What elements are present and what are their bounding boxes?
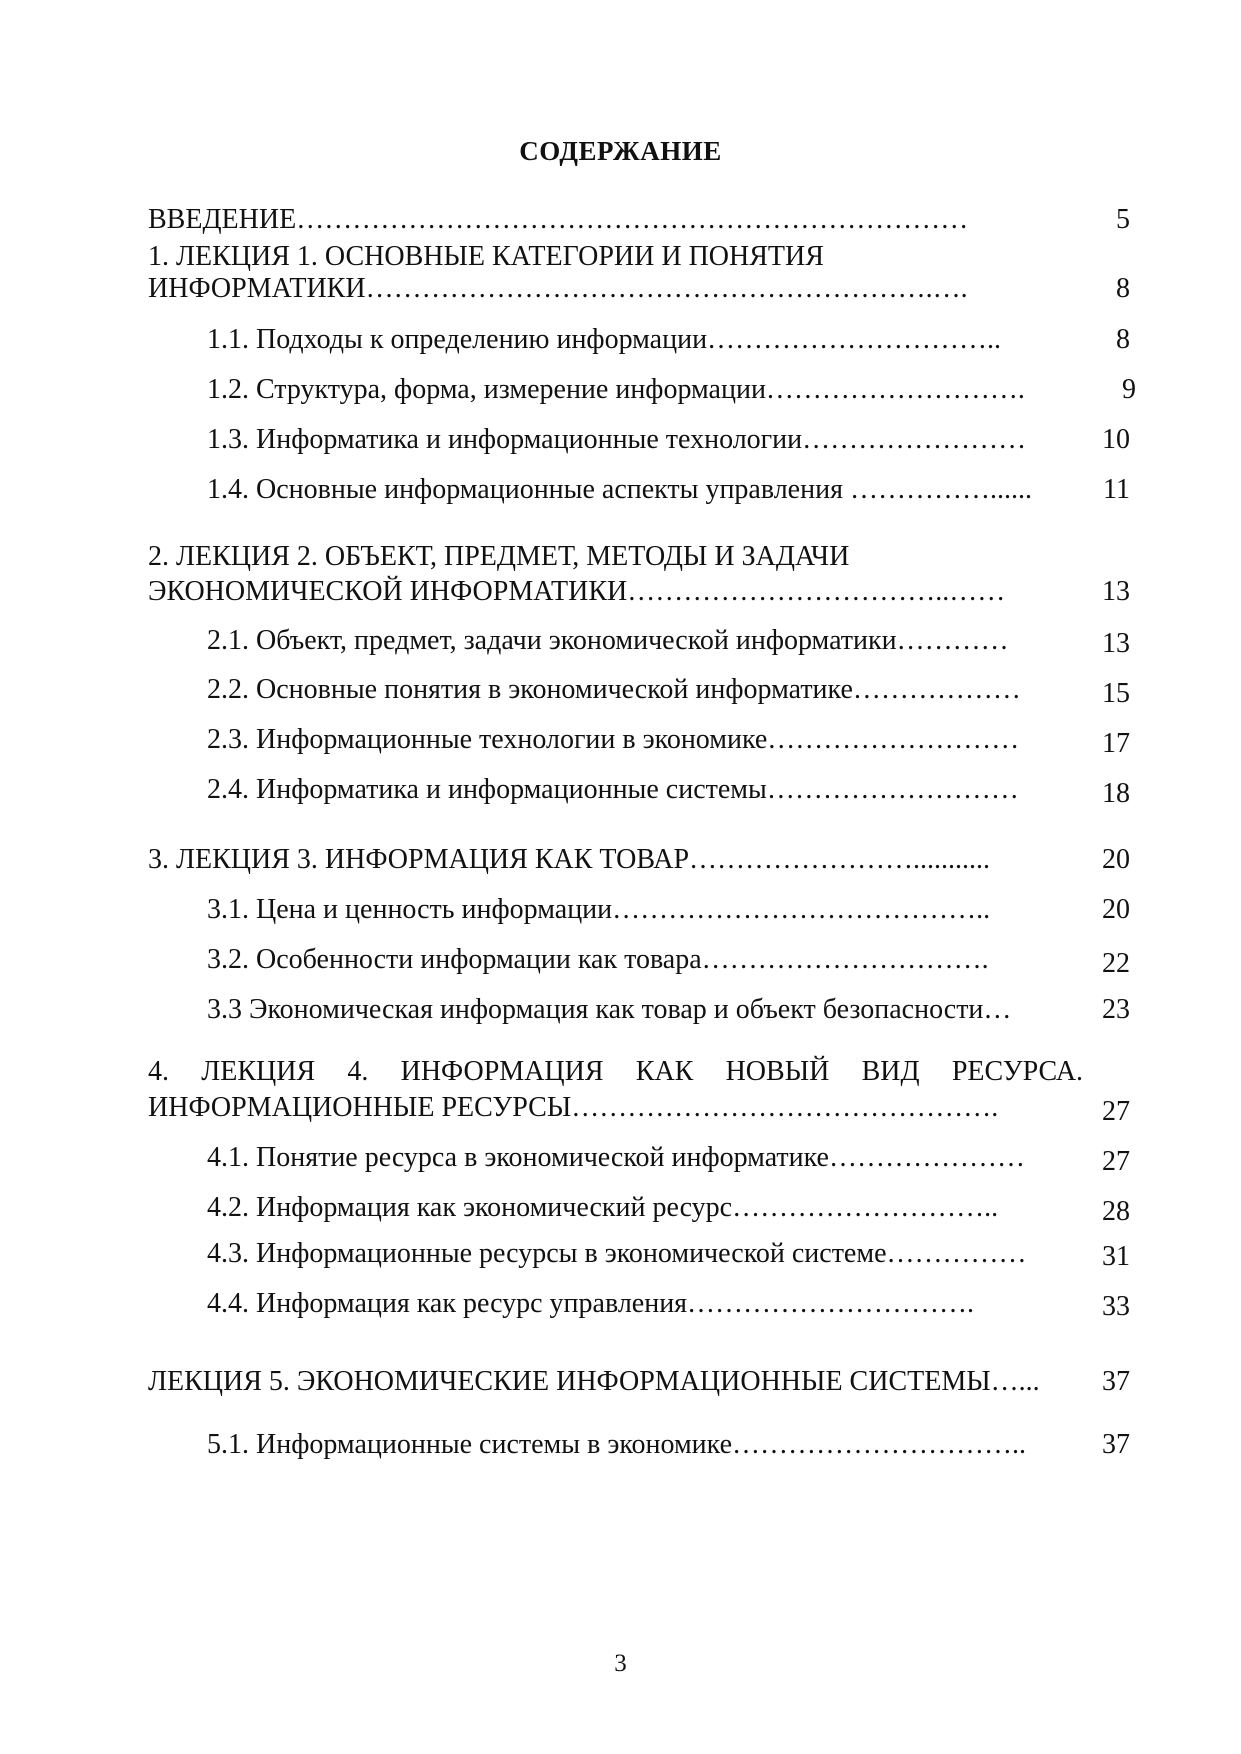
toc-entry-1-2: 1.2. Структура, форма, измерение информации………………………. (207, 374, 1025, 405)
toc-page-3-2: 22 (1102, 948, 1130, 979)
toc-page-1-1: 8 (1116, 324, 1130, 355)
toc-page-lecture-5: 37 (1102, 1366, 1130, 1397)
toc-entry-3-2: 3.2. Особенности информации как товара…………………………. (207, 944, 989, 975)
toc-page-2-2: 15 (1102, 678, 1130, 709)
toc-page-4-4: 33 (1102, 1291, 1130, 1322)
toc-page-lecture-1: 8 (1116, 273, 1130, 304)
toc-entry-1-4: 1.4. Основные информационные аспекты управления ……………...... (207, 474, 1032, 505)
toc-page-1-2: 9 (1122, 374, 1136, 405)
toc-page-3-1: 20 (1102, 894, 1130, 925)
toc-page-lecture-2: 13 (1102, 576, 1130, 607)
toc-entry-1-1: 1.1. Подходы к определению информации………………………….. (207, 324, 1002, 355)
toc-page-2-3: 17 (1102, 728, 1130, 759)
toc-page-2-4: 18 (1102, 778, 1130, 809)
toc-word: ВИД (861, 1056, 920, 1087)
toc-entry-2-2: 2.2. Основные понятия в экономической информатике……………… (207, 674, 1021, 705)
toc-entry-5-1: 5.1. Информационные системы в экономике………………………….. (207, 1429, 1026, 1460)
toc-word: 4. (148, 1056, 169, 1087)
toc-page-5-1: 37 (1102, 1429, 1130, 1460)
toc-word: НОВЫЙ (725, 1056, 830, 1087)
toc-entry-2-4: 2.4. Информатика и информационные системы……………………… (207, 774, 1019, 805)
toc-word: ИНФОРМАЦИЯ (400, 1056, 604, 1087)
toc-page-intro: 5 (1116, 204, 1130, 235)
toc-entry-lecture-1-line-2: ИНФОРМАТИКИ…………………………………………………….…. (148, 273, 968, 304)
toc-entry-lecture-4-line-1 (148, 1058, 1083, 1086)
toc-page-2-1: 13 (1102, 628, 1130, 659)
toc-word: КАК (635, 1056, 694, 1087)
toc-word: 4. (347, 1056, 369, 1087)
toc-word: ЛЕКЦИЯ (201, 1056, 316, 1087)
page-number: 3 (614, 1650, 627, 1677)
toc-word: РЕСУРСА. (951, 1056, 1084, 1087)
toc-page-1-4: 11 (1103, 474, 1130, 505)
toc-page-3-3: 23 (1102, 994, 1130, 1025)
toc-entry-1-3: 1.3. Информатика и информационные технологии…………………… (207, 424, 1027, 455)
toc-page-4-2: 28 (1102, 1196, 1130, 1227)
toc-entry-intro: ВВЕДЕНИЕ……………………………………………………………… (148, 204, 969, 235)
toc-entry-lecture-1-line-1: 1. ЛЕКЦИЯ 1. ОСНОВНЫЕ КАТЕГОРИИ И ПОНЯТИЯ (148, 241, 824, 272)
toc-entry-lecture-5: ЛЕКЦИЯ 5. ЭКОНОМИЧЕСКИЕ ИНФОРМАЦИОННЫЕ СИСТЕМЫ…... (148, 1366, 1040, 1397)
toc-entry-lecture-4-line-2: ИНФОРМАЦИОННЫЕ РЕСУРСЫ………………………………………. (148, 1092, 999, 1123)
toc-entry-4-2: 4.2. Информация как экономический ресурс……………………….. (207, 1192, 999, 1223)
page-title: СОДЕРЖАНИЕ (519, 136, 722, 166)
toc-entry-lecture-3: 3. ЛЕКЦИЯ 3. ИНФОРМАЦИЯ КАК ТОВАР……………………........... (148, 844, 991, 875)
toc-entry-3-1: 3.1. Цена и ценность информации………………………………….. (207, 894, 991, 925)
toc-page-4-3: 31 (1102, 1241, 1130, 1272)
toc-page-lecture-4: 27 (1102, 1096, 1130, 1127)
toc-entry-4-1: 4.1. Понятие ресурса в экономической информатике………………… (207, 1142, 1025, 1173)
toc-page-1-3: 10 (1102, 424, 1130, 455)
toc-entry-4-4: 4.4. Информация как ресурс управления…………………………. (207, 1288, 975, 1319)
toc-entry-lecture-2-line-2: ЭКОНОМИЧЕСКОЙ ИНФОРМАТИКИ……………………………..…… (148, 576, 1006, 607)
toc-page-4-1: 27 (1102, 1146, 1130, 1177)
toc-entry-lecture-2-line-1: 2. ЛЕКЦИЯ 2. ОБЪЕКТ, ПРЕДМЕТ, МЕТОДЫ И ЗАДАЧИ (148, 541, 850, 572)
toc-entry-2-3: 2.3. Информационные технологии в экономике……………………… (207, 724, 1020, 755)
toc-entry-4-3: 4.3. Информационные ресурсы в экономической системе…………… (207, 1238, 1027, 1269)
toc-page-lecture-3: 20 (1102, 844, 1130, 875)
toc-entry-2-1: 2.1. Объект, предмет, задачи экономической информатики………… (207, 625, 1009, 656)
toc-entry-3-3: 3.3 Экономическая информация как товар и объект безопасности… (207, 994, 1012, 1025)
